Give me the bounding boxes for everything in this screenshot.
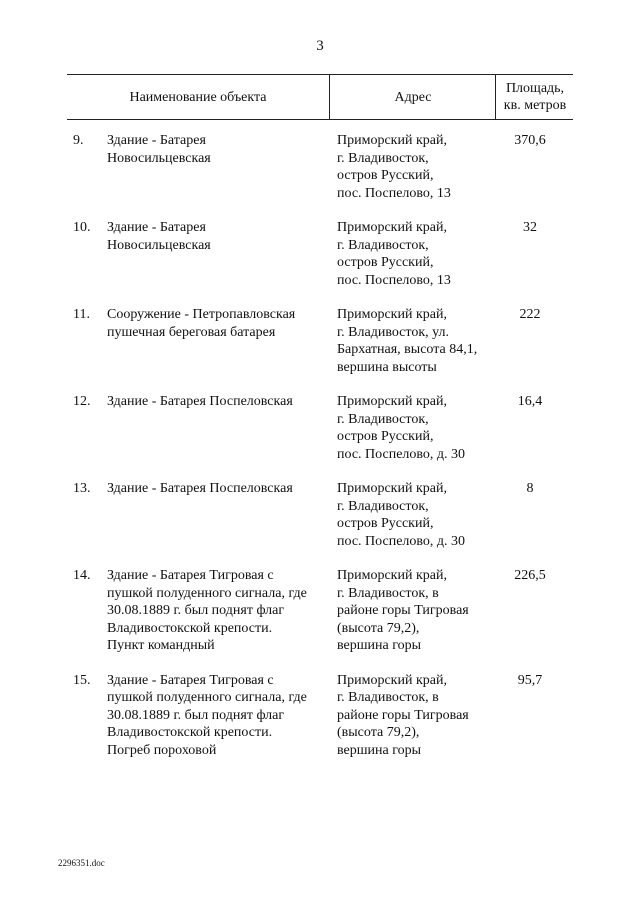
object-address-line: г. Владивосток, xyxy=(337,498,429,514)
table-row xyxy=(0,219,640,289)
object-name-line: пушечная береговая батарея xyxy=(107,324,276,340)
object-address xyxy=(337,480,497,550)
object-name xyxy=(107,480,329,498)
object-name-line: Здание - Батарея Тигровая с xyxy=(107,568,274,583)
table-row xyxy=(0,306,640,376)
object-name-line: Здание - Батарея Тигровая с xyxy=(107,672,274,688)
object-name xyxy=(107,132,329,167)
object-address-line: г. Владивосток, xyxy=(337,411,429,427)
row-number: 13. xyxy=(73,481,91,496)
object-address-line: пос. Поспелово, д. 30 xyxy=(337,533,466,549)
object-address-line: вершина горы xyxy=(337,742,422,758)
object-area: 8 xyxy=(526,481,534,496)
object-name-line: Погреб пороховой xyxy=(107,742,217,758)
object-address-line: районе горы Тигровая xyxy=(337,707,469,723)
table-row xyxy=(0,480,640,550)
row-number: 14. xyxy=(73,568,91,583)
object-address xyxy=(337,306,497,376)
object-address-line: пос. Поспелово, 13 xyxy=(337,272,451,288)
object-address-line: г. Владивосток, xyxy=(337,150,429,166)
object-name-line: Пункт командный xyxy=(107,638,215,653)
object-address-line: Приморский край, xyxy=(337,220,447,235)
object-name xyxy=(107,672,329,760)
object-address-line: Приморский край, xyxy=(337,672,447,688)
object-address-line: Приморский край, xyxy=(337,133,447,148)
object-name-line: Здание - Батарея xyxy=(107,220,206,235)
table-row xyxy=(0,393,640,463)
object-address xyxy=(337,132,497,202)
row-number: 9. xyxy=(73,133,84,148)
object-address-line: Приморский край, xyxy=(337,481,447,496)
object-address-line: Приморский край, xyxy=(337,307,447,322)
object-address-line: Приморский край, xyxy=(337,394,447,409)
object-name xyxy=(107,393,329,411)
object-address-line: остров Русский, xyxy=(337,429,434,444)
object-address-line: г. Владивосток, xyxy=(337,237,429,253)
object-area: 370,6 xyxy=(514,133,546,148)
object-name-line: Новосильцевская xyxy=(107,237,211,253)
header-area-line-2: кв. метров xyxy=(503,98,567,113)
object-address-line: Приморский край, xyxy=(337,568,447,583)
object-address-line: остров Русский, xyxy=(337,516,434,531)
object-address-line: г. Владивосток, ул. xyxy=(337,324,449,340)
header-address-cell: Адрес xyxy=(329,75,496,119)
object-address-line: г. Владивосток, в xyxy=(337,585,439,601)
object-name xyxy=(107,306,329,341)
object-address-line: пос. Поспелово, 13 xyxy=(337,185,451,201)
object-address-line: г. Владивосток, в xyxy=(337,690,439,705)
object-address xyxy=(337,219,497,289)
file-footer: 2296351.doc xyxy=(58,858,105,868)
object-name-line: Владивостокской крепости. xyxy=(107,620,273,636)
object-area: 222 xyxy=(519,307,541,322)
object-area: 95,7 xyxy=(517,672,543,688)
object-name-line: 30.08.1889 г. был поднят флаг xyxy=(107,603,285,618)
object-area: 32 xyxy=(523,220,537,235)
object-address-line: районе горы Тигровая xyxy=(337,603,469,618)
object-name-line: 30.08.1889 г. был поднят флаг xyxy=(107,707,285,723)
object-name-line: Здание - Батарея xyxy=(107,133,206,148)
row-number: 15. xyxy=(73,672,91,688)
object-address-line: Бархатная, высота 84,1, xyxy=(337,342,478,357)
object-name-line: Новосильцевская xyxy=(107,150,211,166)
object-name-line: пушкой полуденного сигнала, где xyxy=(107,690,307,705)
object-name-line: Владивостокской крепости. xyxy=(107,725,273,740)
table-header xyxy=(67,74,573,120)
row-number: 10. xyxy=(73,220,91,235)
object-name xyxy=(107,219,329,254)
object-address xyxy=(337,672,497,760)
object-address xyxy=(337,393,497,463)
object-address-line: вершина высоты xyxy=(337,359,437,375)
object-name-line: Сооружение - Петропавловская xyxy=(107,307,296,322)
object-name xyxy=(107,567,329,655)
row-number: 12. xyxy=(73,394,91,409)
object-address-line: остров Русский, xyxy=(337,168,434,183)
object-address xyxy=(337,567,497,655)
object-address-line: вершина горы xyxy=(337,638,422,653)
table-row xyxy=(0,672,640,760)
object-address-line: остров Русский, xyxy=(337,255,434,270)
object-name-line: Здание - Батарея Поспеловская xyxy=(107,481,293,496)
object-area: 16,4 xyxy=(517,394,543,409)
object-area: 226,5 xyxy=(514,568,546,583)
row-number: 11. xyxy=(73,307,90,322)
header-area-line-1: Площадь, xyxy=(505,81,565,96)
page-number: 3 xyxy=(316,38,324,54)
header-name-cell: Наименование объекта xyxy=(129,89,267,105)
table-row xyxy=(0,567,640,655)
header-area-cell xyxy=(495,75,574,119)
table-row xyxy=(0,132,640,202)
object-address-line: (высота 79,2), xyxy=(337,620,420,636)
object-address-line: (высота 79,2), xyxy=(337,725,420,740)
object-name-line: пушкой полуденного сигнала, где xyxy=(107,585,307,601)
object-address-line: пос. Поспелово, д. 30 xyxy=(337,446,466,462)
object-name-line: Здание - Батарея Поспеловская xyxy=(107,394,293,409)
